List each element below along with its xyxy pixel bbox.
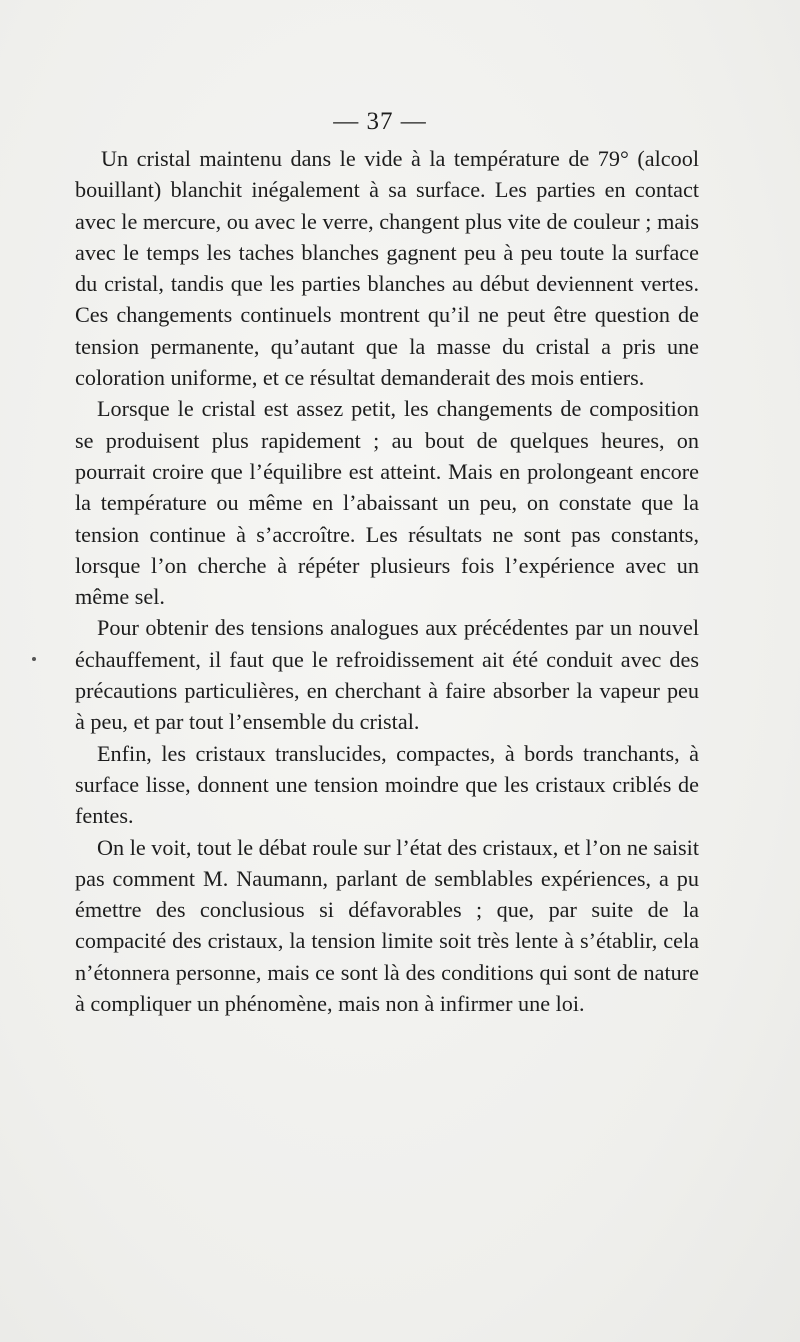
page-number: — 37 — [333, 108, 427, 135]
paragraph-2: Lorsque le cristal est assez petit, les changements de composition se produisent plus rapidement ; au bout de quelques heures, on pourrait croire que l’équilibre est atteint. Mais en prolongeant encore la température ou même en l’abaissant un peu, on constate que la tension continue à s’accroître. Les résultats ne sont pas constants, lorsque l’on cherche à répéter plusieurs fois l’expérience avec un même sel. [75, 396, 699, 610]
paragraph-4: Enfin, les cristaux translucides, compactes, à bords tranchants, à surface lisse, donnent une tension moindre que les cristaux criblés de fentes. [75, 740, 699, 829]
margin-ink-dot [32, 657, 36, 661]
body-text [75, 143, 699, 1019]
paragraph-3: Pour obtenir des tensions analogues aux précédentes par un nouvel échauffement, il faut que le refroidissement ait été conduit avec des précautions particulières, en cherchant à faire absorber la vapeur peu à peu, et par tout l’ensemble du cristal. [75, 615, 699, 735]
paragraph-1: Un cristal maintenu dans le vide à la température de 79° (alcool bouillant) blanchit inégalement à sa surface. Les parties en contact avec le mercure, ou avec le verre, changent plus vite de couleur ; mais avec le temps les taches blanches gagnent peu à peu toute la surface du cristal, tandis que les parties blanches au début deviennent vertes. Ces changements continuels montrent qu’il ne peut être question de tension permanente, qu’autant que la masse du cristal a pris une coloration uniforme, et ce résultat demanderait des mois entiers. [75, 146, 699, 391]
paragraph-5: On le voit, tout le débat roule sur l’état des cristaux, et l’on ne saisit pas comment M. Naumann, parlant de semblables expériences, a pu émettre des conclusious si défavorables ; que, par suite de la compacité des cristaux, la tension limite soit très lente à s’établir, cela n’étonnera personne, mais ce sont là des conditions qui sont de nature à compliquer un phénomène, mais non à infirmer une loi. [75, 834, 699, 1017]
